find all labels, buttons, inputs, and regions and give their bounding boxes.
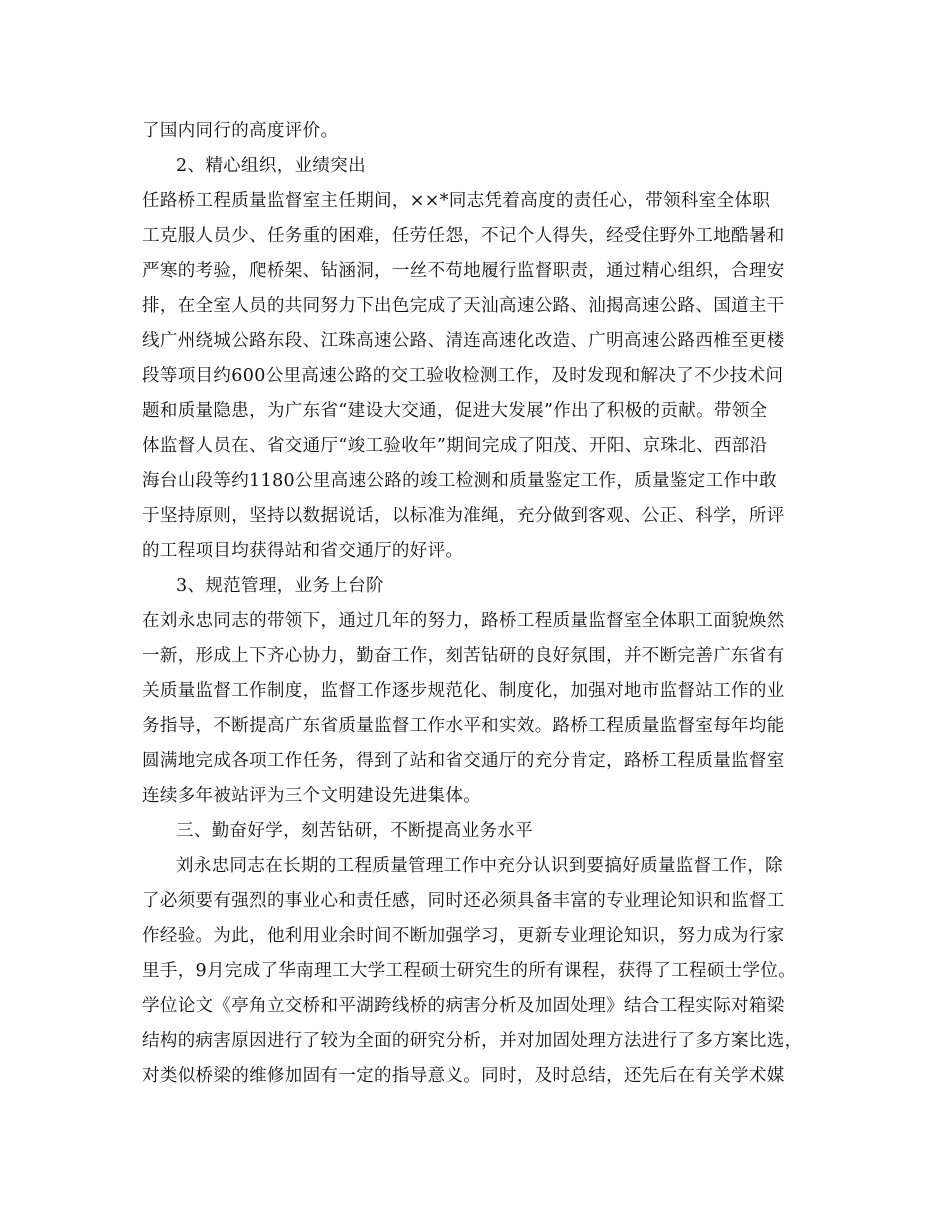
section-heading: 2、精心组织，业绩突出 [176, 156, 366, 176]
body-text-line: 的工程项目均获得站和省交通厅的好评。 [142, 541, 464, 561]
body-text-line: 在刘永忠同志的带领下，通过几年的努力，路桥工程质量监督室全体职工面貌焕然 [142, 611, 785, 631]
body-text-line: 严寒的考验，爬桥架、钻涵洞，一丝不苟地履行监督职责，通过精心组织，合理安 [142, 261, 785, 281]
body-text-line: 体监督人员在、省交通厅“竣工验收年”期间完成了阳茂、开阳、京珠北、西部沿 [142, 436, 768, 456]
body-text-line: 了国内同行的高度评价。 [142, 121, 339, 141]
section-heading: 三、勤奋好学，刻苦钻研，不断提高业务水平 [176, 821, 533, 841]
body-text-line: 工克服人员少、任务重的困难，任劳任怨，不记个人得失，经受住野外工地酷暑和 [142, 226, 785, 246]
body-text-line: 于坚持原则，坚持以数据说话，以标准为准绳，充分做到客观、公正、科学，所评 [142, 506, 785, 526]
body-text-line: 里手，9月完成了华南理工大学工程硕士研究生的所有课程，获得了工程硕士学位。 [142, 961, 797, 981]
body-text-line: 任路桥工程质量监督室主任期间，××*同志凭着高度的责任心，带领科室全体职 [142, 191, 771, 211]
body-text-line: 作经验。为此，他利用业余时间不断加强学习，更新专业理论知识，努力成为行家 [142, 926, 785, 946]
body-text-line: 结构的病害原因进行了较为全面的研究分析，并对加固处理方法进行了多方案比选， [142, 1031, 803, 1051]
body-text-line: 段等项目约600公里高速公路的交工验收检测工作，及时发现和解决了不少技术问 [142, 366, 784, 386]
body-text-line: 关质量监督工作制度，监督工作逐步规范化、制度化，加强对地市监督站工作的业 [142, 681, 785, 701]
body-text-line: 海台山段等约1180公里高速公路的竣工检测和质量鉴定工作，质量鉴定工作中敢 [142, 471, 777, 491]
body-text-line: 了必须要有强烈的事业心和责任感，同时还必须具备丰富的专业理论知识和监督工 [142, 891, 785, 911]
body-text-line: 连续多年被站评为三个文明建设先进集体。 [142, 786, 482, 806]
body-text-line: 一新，形成上下齐心协力，勤奋工作，刻苦钻研的良好氛围，并不断完善广东省有 [142, 646, 785, 666]
body-text-line: 务指导，不断提高广东省质量监督工作水平和实效。路桥工程质量监督室每年均能 [142, 716, 785, 736]
body-text-line: 排，在全室人员的共同努力下出色完成了天汕高速公路、汕揭高速公路、国道主干 [142, 296, 785, 316]
body-text-line: 圆满地完成各项工作任务，得到了站和省交通厅的充分肯定，路桥工程质量监督室 [142, 751, 785, 771]
body-text-line: 线广州绕城公路东段、江珠高速公路、清连高速化改造、广明高速公路西椎至更楼 [142, 331, 785, 351]
section-heading: 3、规范管理，业务上台阶 [176, 576, 384, 596]
body-text-line: 题和质量隐患，为广东省“建设大交通，促进大发展”作出了积极的贡献。带领全 [142, 401, 768, 421]
body-text-line: 对类似桥梁的维修加固有一定的指导意义。同时，及时总结，还先后在有关学术媒 [142, 1066, 785, 1086]
body-text-line: 学位论文《亭角立交桥和平湖跨线桥的病害分析及加固处理》结合工程实际对箱梁 [142, 996, 785, 1016]
body-text-line: 刘永忠同志在长期的工程质量管理工作中充分认识到要搞好质量监督工作，除 [176, 856, 783, 876]
